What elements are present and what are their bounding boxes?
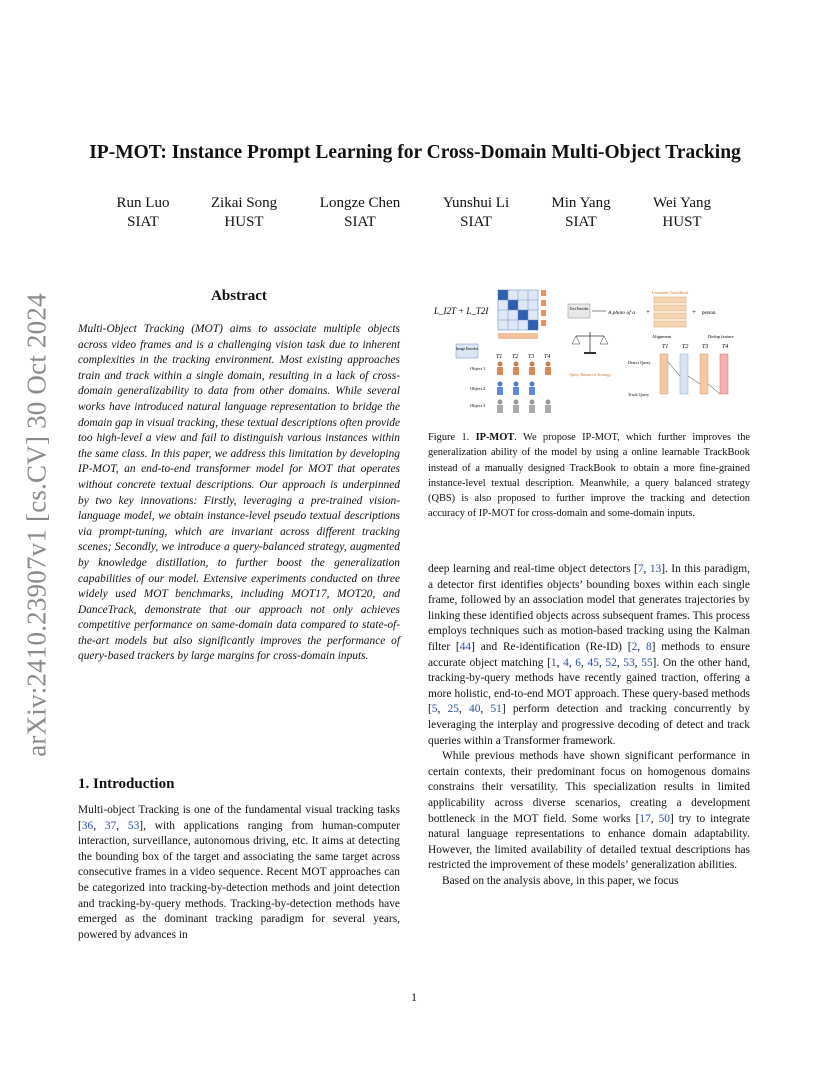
time-label: T2 xyxy=(512,354,519,360)
caption-bold: IP-MOT xyxy=(475,432,515,443)
citation-link[interactable]: 25 xyxy=(447,703,459,716)
citation-link[interactable]: 1 xyxy=(550,656,557,669)
dedup-label: Dedup feature xyxy=(708,334,734,339)
citation-link[interactable]: 17 xyxy=(639,812,651,825)
citation-link[interactable]: 8 xyxy=(645,640,652,653)
similarity-matrix xyxy=(498,290,546,339)
text-run: deep learning and real-time object detectors [ xyxy=(428,563,638,575)
plus-sign: + xyxy=(646,308,650,316)
citation-link[interactable]: 45 xyxy=(587,656,599,669)
citation-link[interactable]: 53 xyxy=(127,819,140,832)
text-run: , xyxy=(568,656,576,669)
citation-link[interactable]: 4 xyxy=(563,656,569,669)
text-run: , xyxy=(480,703,491,716)
citation-link[interactable]: 53 xyxy=(623,656,635,669)
text-run: , xyxy=(598,656,606,669)
time-label: T4 xyxy=(722,344,729,350)
qbs-label: Query Balanced Strategy xyxy=(568,372,612,377)
arxiv-sidebar xyxy=(22,290,52,760)
citation-link[interactable]: 36 xyxy=(81,819,94,832)
person-figures xyxy=(497,362,551,414)
text-run: ] and Re-identification (Re-ID) [ xyxy=(471,640,632,653)
alignment-label: Alignment xyxy=(652,334,672,339)
author-2 xyxy=(184,194,304,232)
text-run: , xyxy=(458,703,470,716)
author-3 xyxy=(300,194,420,232)
class-word: person. xyxy=(702,311,717,316)
abstract-heading: Abstract xyxy=(211,288,267,304)
page-number: 1 xyxy=(411,990,417,1004)
citation-link[interactable]: 55 xyxy=(641,656,653,669)
introduction-paragraph: Multi-object Tracking is one of the fundamental visual tracking tasks [36, 37, 53], with applications ranging from human-computer interaction, surveillance, autonomous driving, etc. It aims at detecting the bounding box of the target and associating the same target across consecutive frames in a video sequence. Recent MOT approaches can be categorized into tracking-by-detection methods and joint detection and tracking-by-query methods. Tracking-by-detection methods have emerged as the dominant tracking paradigm for several years, powered by advances in xyxy=(78,804,400,941)
paragraph xyxy=(428,749,750,874)
section-heading-introduction: 1. Introduction xyxy=(78,776,175,792)
figure-1-caption xyxy=(428,430,750,522)
text-run: , xyxy=(634,656,642,669)
loss-label: L_I2T + L_T2I xyxy=(434,306,489,316)
author-affiliation: SIAT xyxy=(127,214,159,230)
arxiv-identifier: arXiv:2410.23907v1 [cs.CV] 30 Oct 2024 xyxy=(21,293,52,757)
author-name: Zikai Song xyxy=(210,195,278,211)
author-affiliation: SIAT xyxy=(460,214,492,230)
text-run: , xyxy=(556,656,564,669)
paper-title: IP-MOT: Instance Prompt Learning for Cross-Domain Multi-Object Tracking xyxy=(89,142,741,163)
text-run: , xyxy=(437,703,448,716)
citation-link[interactable]: 44 xyxy=(459,640,472,653)
text-run: ]. In this paradigm, a detector first identifies objects’ bounding boxes within each single frame, followed by an association model that generates trajectories by linking these identified objects across subsequent frames. This process employs techniques such as motion-based tracking using the Kalman filter [ xyxy=(428,563,750,653)
author-affiliation: SIAT xyxy=(344,214,376,230)
time-label: T1 xyxy=(496,354,503,360)
paragraph xyxy=(428,562,750,749)
citation-link[interactable]: 50 xyxy=(658,812,670,825)
right-column-text xyxy=(428,562,750,889)
time-label: T2 xyxy=(682,344,689,350)
citation-link[interactable]: 52 xyxy=(605,656,617,669)
plus-sign: + xyxy=(692,308,696,316)
citation-link[interactable]: 51 xyxy=(490,703,502,716)
author-4 xyxy=(416,194,536,232)
citation-link[interactable]: 5 xyxy=(431,703,438,716)
author-name: Yunshui Li xyxy=(442,195,510,211)
citation-link[interactable]: 2 xyxy=(631,640,638,653)
citation-link[interactable]: 37 xyxy=(104,819,117,832)
object-label: Object 2 xyxy=(470,386,486,391)
citation-link[interactable]: 40 xyxy=(469,703,481,716)
detect-query-label: Detect Query xyxy=(628,360,651,365)
author-affiliation: HUST xyxy=(224,214,264,230)
text-run: Multi-object Tracking is one of the fundamental visual tracking tasks [ xyxy=(78,804,400,832)
citation-link[interactable]: 6 xyxy=(575,656,581,669)
object-label: Object 3 xyxy=(470,403,486,408)
text-run: ] perform detection and tracking concurrently by leveraging the interplay and progressive decoding of detect and track queries within a Transformer framework. xyxy=(428,703,751,747)
author-affiliation: HUST xyxy=(662,214,702,230)
caption-label: Figure 1. xyxy=(428,432,470,443)
text-run: , xyxy=(616,656,624,669)
author-name: Longze Chen xyxy=(319,195,401,211)
text-run: While previous methods have shown significant performance in certain contexts, their predominant focus on homogenous domains constrains their versatility. This specialization results in limited applicability across diverse scenarios, creating a development bottleneck in the MOT field. Some works [ xyxy=(428,750,750,825)
trackbook-title: Learnable TrackBook xyxy=(652,290,689,295)
author-affiliation: SIAT xyxy=(565,214,597,230)
text-run: ], with applications ranging from human-computer interaction, surveillance, autonomous driving, etc. It aims at detecting the bounding box of the target and associating the same target across consecutive frames in a video sequence. Recent MOT approaches can be categorized into tracking-by-detection methods and joint detection and tracking-by-query methods. Tracking-by-detection methods have emerged as the dominant tracking paradigm for several years, powered by advances in xyxy=(78,819,400,941)
abstract-body: Multi-Object Tracking (MOT) aims to associate multiple objects across video frames and is a challenging vision task due to inherent complexities in the tracking environment. Most existing approaches train and track within a single domain, resulting in a lack of cross-domain generalizability to data from other domains. While several works have introduced natural language representation to bridge the domain gap in visual tracking, these textual descriptions often provide too high-level a view and fail to distinguish various instances within the same class. In this paper, we address this limitation by developing IP-MOT, an end-to-end transformer model for MOT that operates without concrete textual descriptions. Our approach is underpinned by two key innovations: Firstly, leveraging a pre-trained vision-language model, we obtain instance-level pseudo textual descriptions via prompt-tuning, which are invariant across different tracking scenes; Secondly, we introduce a query-balanced strategy, augmented by knowledge distillation, to further boost the generalization capabilities of our model. Extensive experiments conducted on three widely used MOT benchmarks, including MOT17, MOT20, and DanceTrack, demonstrate that our approach not only achieves competitive performance on same-domain data compared to state-of-the-art models but also significantly improves the performance of query-based trackers by large margins for cross-domain inputs. xyxy=(78,323,400,663)
caption-text: . We propose IP-MOT, which further improves the generalization ability of the model by using a online learnable TrackBook instead of a manually designed TrackBook to obtain a more fine-grained instance-level textual description. Meanwhile, a query balanced strategy (QBS) is also proposed to further improve the tracking and detection accuracy of IP-MOT for cross-domain and some-domain inputs. xyxy=(428,432,750,520)
author-6 xyxy=(622,194,742,232)
balance-scale-icon xyxy=(572,332,608,354)
figure-1-diagram xyxy=(430,284,750,424)
text-run: ]. On the other hand, tracking-by-query methods have recently gained traction, offering a more holistic, end-to-end MOT approach. These query-based methods [ xyxy=(428,656,750,716)
text-run: ] methods to ensure accurate object matching [ xyxy=(428,640,751,669)
time-label: T3 xyxy=(528,354,535,360)
author-name: Min Yang xyxy=(551,195,611,211)
prompt-prefix: A photo of a xyxy=(608,310,635,316)
object-label: Object 1 xyxy=(470,366,486,371)
trackbook xyxy=(654,297,686,327)
author-name: Run Luo xyxy=(116,195,170,211)
time-label: T1 xyxy=(662,344,669,350)
text-encoder-label: Text Encoder xyxy=(569,307,589,311)
citation-link[interactable]: 7 xyxy=(637,563,644,575)
time-label: T3 xyxy=(702,344,709,350)
image-encoder-label: Image Encoder xyxy=(456,347,478,351)
text-run: , xyxy=(580,656,588,669)
author-name: Wei Yang xyxy=(653,195,711,211)
text-run: , xyxy=(650,812,659,825)
text-run: , xyxy=(643,563,650,575)
paragraph: Based on the analysis above, in this paper, we focus xyxy=(442,874,679,887)
track-query-label: Track Query xyxy=(628,392,650,397)
text-run: , xyxy=(637,640,646,653)
citation-link[interactable]: 13 xyxy=(649,563,662,575)
text-run: ] try to integrate natural language representations to enhance domain adaptability. However, the limited availability of detailed textual descriptions has restricted the improvement of these models’ generalization abilities. xyxy=(428,812,750,872)
time-label: T4 xyxy=(544,354,551,360)
query-grid xyxy=(660,354,728,394)
